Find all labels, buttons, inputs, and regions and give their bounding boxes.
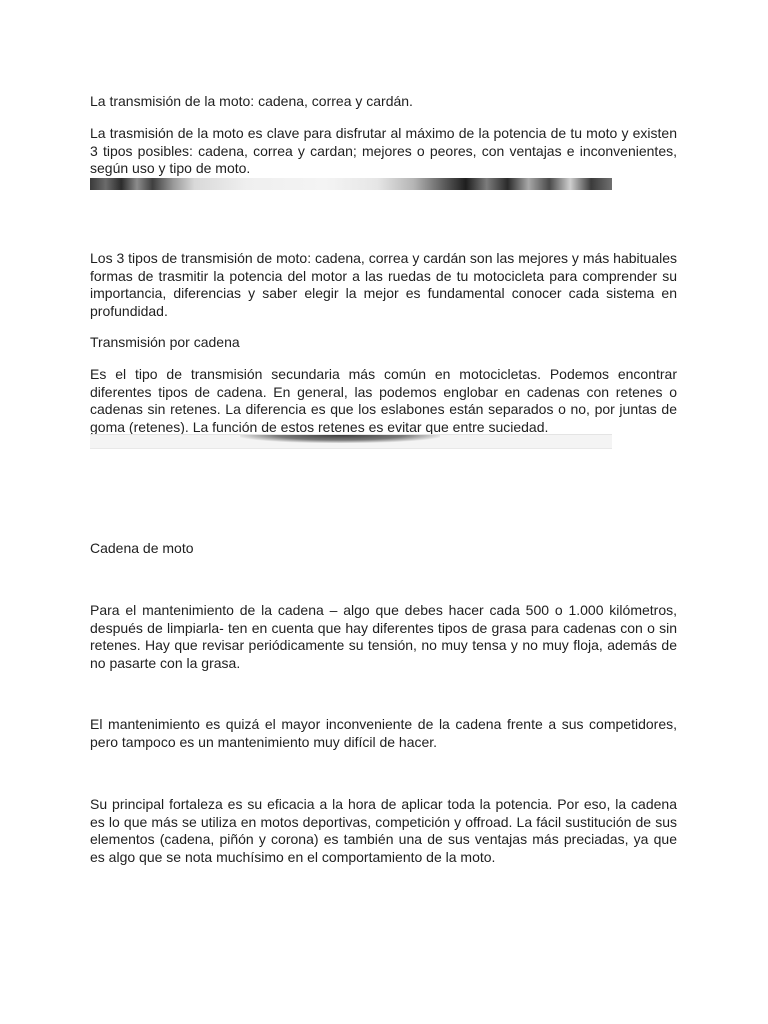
chain-caption: Cadena de moto	[90, 540, 194, 556]
strength-paragraph: Su principal fortaleza es su eficacia a la hora de aplicar toda la potencia. Por eso, la cadena es lo que más se utiliza en motos deportivas, competición y offroad. La fácil sustitución de sus elementos (cadena, piñón y corona) es también una de sus ventajas más preciadas, ya que es algo que se nota muchísimo en el comportamiento de la moto.	[90, 796, 677, 865]
chain-paragraph: Es el tipo de transmisión secundaria más común en motocicletas. Podemos encontrar diferentes tipos de cadena. En general, las podemos englobar en cadenas con retenes o cadenas sin retenes. La diferencia es que los eslabones están separados o no, por juntas de goma (retenes). La función de estos retenes es evitar que entre suciedad.	[90, 366, 677, 435]
motorcycle-image-strip	[90, 178, 612, 190]
intro-paragraph: La trasmisión de la moto es clave para disfrutar al máximo de la potencia de tu moto y existen 3 tipos posibles: cadena, correa y cardan; mejores o peores, con ventajas e inconvenientes, según uso y tipo de moto.	[90, 125, 677, 176]
types-paragraph: Los 3 tipos de transmisión de moto: cadena, correa y cardán son las mejores y más habituales formas de trasmitir la potencia del motor a las ruedas de tu motocicleta para comprender su importancia, diferencias y saber elegir la mejor es fundamental conocer cada sistema en profundidad.	[90, 250, 677, 319]
document-title: La transmisión de la moto: cadena, correa y cardán.	[90, 93, 413, 109]
maintenance-paragraph: Para el mantenimiento de la cadena – algo que debes hacer cada 500 o 1.000 kilómetros, después de limpiarla- ten en cuenta que hay diferentes tipos de grasa para cadenas con o sin retenes. Hay que revisar periódicamente su tensión, no muy tensa y no muy floja, además de no pasarte con la grasa.	[90, 602, 677, 671]
chain-heading: Transmisión por cadena	[90, 334, 240, 350]
chain-image-shadow	[240, 435, 440, 443]
chain-image-strip	[90, 434, 612, 449]
drawback-paragraph: El mantenimiento es quizá el mayor inconveniente de la cadena frente a sus competidores, pero tampoco es un mantenimiento muy difícil de hacer.	[90, 716, 677, 750]
